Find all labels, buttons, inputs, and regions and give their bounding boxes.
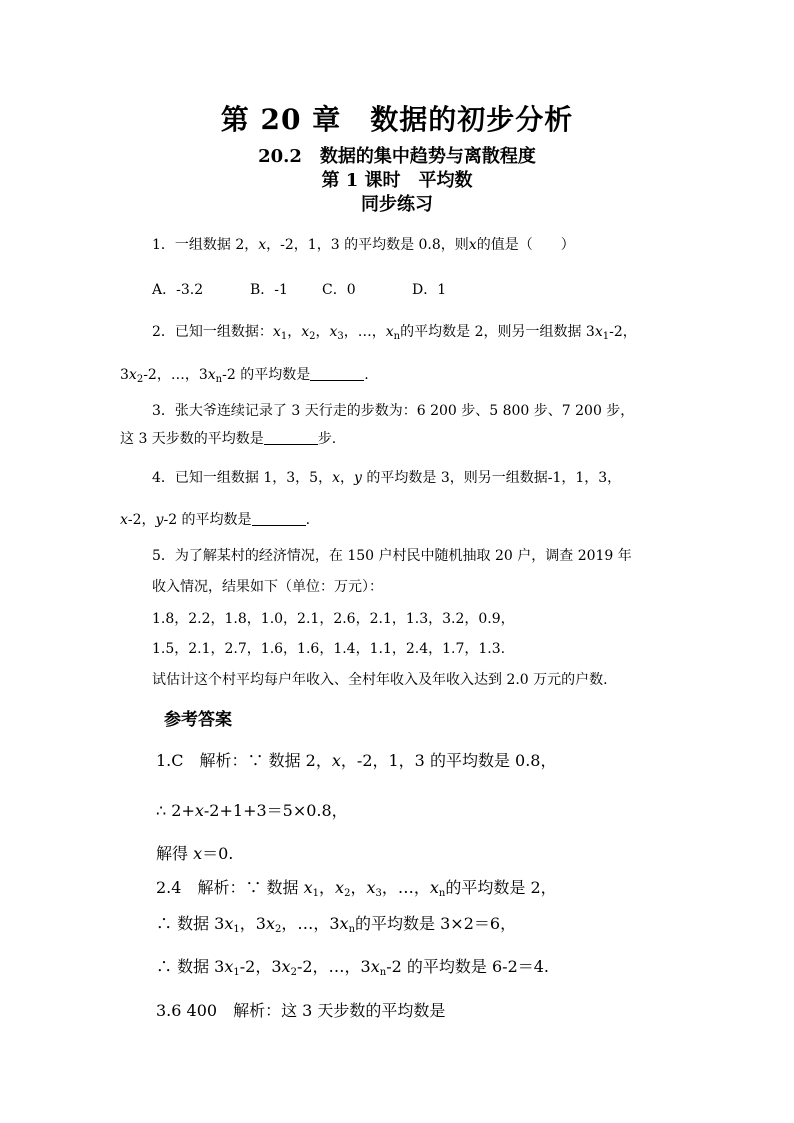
section-title: 20.2 数据的集中趋势与离散程度 (258, 146, 536, 167)
question-4-line-1: 4．已知一组数据 1，3，5，x，y 的平均数是 3，则另一组数据-1，1，3， (152, 470, 622, 486)
question-2-line-1: 2．已知一组数据：$x_1$，$x_2$，$x_3$，…，$x_n$的平均数是 2，则另一组数据 $3x_1-2$， (152, 324, 637, 342)
answer-blank[interactable] (310, 366, 364, 381)
answer-2-line-3: ∴ 数据 $3x_1-2$，$3x_2-2$，…，$3x_n-2$ 的平均数是 6-2＝4. (156, 957, 550, 978)
answer-1-line-3: 解得 x＝0. (156, 844, 234, 863)
question-1-stem: 1．一组数据 2，x，-2，1，3 的平均数是 0.8，则x的值是（ ） (152, 237, 575, 253)
question-1-option-b: B．-1 (250, 282, 288, 298)
answer-2-line-1: 2.4 解析：∵ 数据 $x_1$，$x_2$，$x_3$，…，$x_n$的平均数是 2， (156, 878, 557, 899)
answer-2-line-2: ∴ 数据 $3x_1$，$3x_2$，…，$3x_n$的平均数是 3×2＝6， (156, 914, 517, 935)
question-4-line-2: x-2，y-2 的平均数是 . (120, 512, 311, 528)
answer-blank[interactable] (252, 511, 306, 526)
question-3-line-1: 3．张大爷连续记录了 3 天行走的步数为：6 200 步、5 800 步、7 200 步， (152, 403, 635, 419)
lesson-title: 第 1 课时 平均数 (321, 170, 473, 191)
answer-3-line-1: 3.6 400 解析：这 3 天步数的平均数是 (156, 1001, 446, 1020)
question-5-data-1: 1.8，2.2，1.8，1.0，2.1，2.6，2.1，1.3，3.2，0.9， (152, 611, 515, 627)
question-1-option-d: D．1 (412, 282, 447, 298)
question-5-line-5: 试估计这个村平均每户年收入、全村年收入及年收入达到 2.0 万元的户数. (152, 672, 608, 688)
question-5-data-2: 1.5，2.1，2.7，1.6，1.6，1.4，1.1，2.4，1.7，1.3. (152, 641, 506, 657)
answer-1-line-2: ∴ 2+x-2+1+3＝5×0.8， (156, 801, 348, 820)
question-2-line-2: $3x_2-2$，…，$3x_n-2$ 的平均数是 . (120, 367, 369, 385)
question-5-line-1: 5．为了解某村的经济情况，在 150 户村民中随机抽取 20 户，调查 2019 年 (152, 548, 632, 564)
chapter-title: 第 20 章 数据的初步分析 (220, 103, 574, 136)
answer-1-line-1: 1.C 解析：∵ 数据 2，x，-2，1，3 的平均数是 0.8， (156, 751, 557, 770)
question-1-option-a: A．-3.2 (152, 282, 204, 298)
answers-title: 参考答案 (164, 710, 232, 730)
question-5-line-2: 收入情况，结果如下（单位：万元）： (152, 579, 383, 595)
answer-blank[interactable] (264, 430, 318, 445)
question-1-option-c: C．0 (322, 282, 356, 298)
practice-title: 同步练习 (361, 194, 433, 215)
question-3-line-2: 这 3 天步数的平均数是 步. (120, 431, 337, 447)
